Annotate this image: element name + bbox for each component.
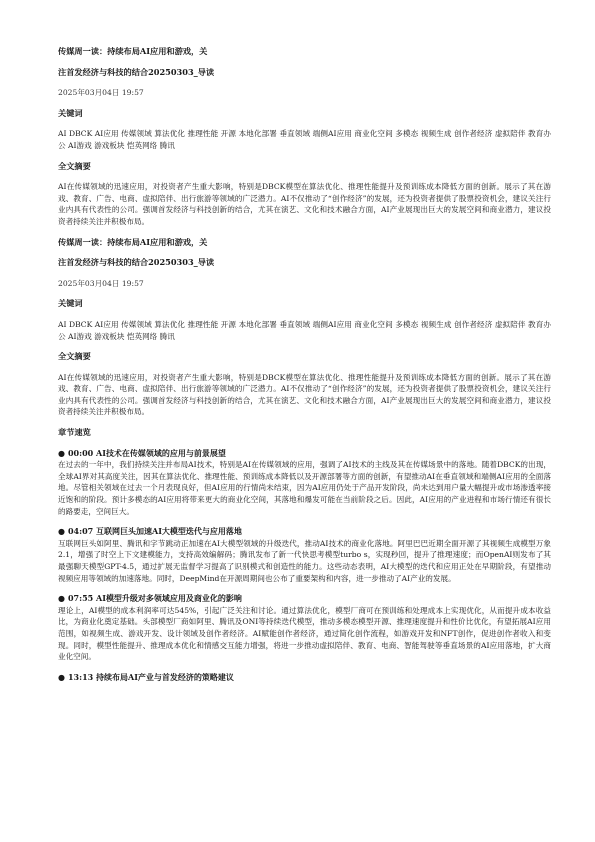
keywords-text: AI DBCK AI应用 传媒领域 算法优化 推理性能 开源 本地化部署 垂直领域 端侧AI应用 商业化空间 多模态 视频生成 创作者经济 虚拟陪伴 教育办公 AI游戏 游戏板块 恺英网络 腾讯 [58, 129, 551, 150]
keywords-text: AI DBCK AI应用 传媒领域 算法优化 推理性能 开源 本地化部署 垂直领域 端侧AI应用 商业化空间 多模态 视频生成 创作者经济 虚拟陪伴 教育办公 AI游戏 游戏板块 恺英网络 腾讯 [58, 319, 551, 341]
summary-text: AI在传媒领域的迅速应用，对投资者产生重大影响，特别是DBCK模型在算法优化、推理性能提升及预训练成本降低方面的创新。展示了其在游戏、教育、广告、电商、虚拟陪伴、出行旅游等领域的广泛潜力。AI不仅推动了“创作经济”的发展，还为投资者提供了股票投资机会，建议关注行业内具有代表性的公司。强调首发经济与科技创新的结合，尤其在演艺、文化和技术融合方面，AI产业展现出巨大的发展空间和商业潜力，建议投资者持续关注并积极布局。 [58, 372, 551, 417]
chapter-item [58, 672, 551, 684]
summary-block-2 [58, 237, 551, 419]
doc-title-line-2: 注首发经济与科技的结合20250303_导读 [58, 257, 215, 268]
keywords-heading: 关键词 [58, 298, 83, 309]
chapter-title[interactable]: ● 07:55 AI模型升级对多领域应用及商业化的影响 [58, 593, 242, 604]
bullet-icon: ● [58, 447, 65, 458]
summary-heading: 全文摘要 [58, 351, 91, 362]
chapter-item [58, 593, 551, 663]
doc-title-line-1: 传媒周一读：持续布局AI应用和游戏，关 [58, 236, 208, 247]
chapter-title[interactable]: ● 04:07 互联网巨头加速AI大模型迭代与应用落地 [58, 526, 242, 537]
chapter-title[interactable]: ● 00:00 AI技术在传媒领域的应用与前景展望 [58, 447, 226, 458]
chapter-item [58, 448, 551, 518]
chapters-heading: 章节速览 [58, 427, 91, 438]
chapter-title[interactable]: ● 13:13 持续布局AI产业与首发经济的策略建议 [58, 671, 234, 682]
summary-text: AI在传媒领域的迅速应用，对投资者产生重大影响，特别是DBCK模型在算法优化、推理性能提升及预训练成本降低方面的创新。展示了其在游戏、教育、广告、电商、虚拟陪伴、出行旅游等领域的广泛潜力。AI不仅推动了“创作经济”的发展，还为投资者提供了股票投资机会，建议关注行业内具有代表性的公司。强调首发经济与科技创新的结合，尤其在演艺、文化和技术融合方面，AI产业展现出巨大的发展空间和商业潜力，建议投资者持续关注并积极布局。 [58, 182, 551, 226]
chapter-body: 互联网巨头如阿里、腾讯和字节跳动正加速在AI大模型领域的升级迭代，推动AI技术的商业化落地。阿里巴巴近期全面开源了其视频生成模型万象2.1，增强了时空上下文建模能力，支持高效编解码；腾讯发布了新一代快思考模型turbo s，实现秒回，提升了推理速度；而OpenAI则发布了其最强聊天模型GPT-4.5，通过扩展无监督学习提高了识别模式和创造性的能力。这些动态表明，AI大模型的迭代和应用正处在早期阶段，有望推动视频应用等领域的加速落地。同时，DeepMind在开源周期间也公布了重要架构和内容，进一步推动了AI产业的发展。 [58, 538, 551, 583]
doc-title-line-2: 注首发经济与科技的结合20250303_导读 [58, 66, 215, 77]
doc-date: 2025年03月04日 19:57 [58, 88, 144, 98]
chapter-item [58, 526, 551, 584]
bullet-icon: ● [58, 671, 65, 682]
bullet-icon: ● [58, 593, 65, 604]
summary-heading: 全文摘要 [58, 160, 91, 171]
bullet-icon: ● [58, 526, 65, 537]
doc-date: 2025年03月04日 19:57 [58, 278, 144, 288]
keywords-heading: 关键词 [58, 107, 83, 118]
summary-block-1 [58, 46, 551, 228]
chapter-body: 在过去的一年中，我们持续关注并布局AI技术，特别是AI在传媒领域的应用，强调了AI技术的主线及其在传媒场景中的落地。随着DBCK的出现，全球AI界对其高度关注，因其在算法优化、推理性能、预训练成本降低以及开源部署等方面的创新，有望推动AI在垂直领域和端侧AI应用的全面落地。尽管相关领域在过去一个月表现良好，但AI应用的行情尚未结束，因为AI应用仍处于产品开发阶段，尚未达到用户量大幅提升或市场渗透率接近饱和的阶段。预计多模态的AI应用将带来更大的商业化空间，其落地和爆发可能在当前阶段之后。因此，AI应用的产业进程和市场行情还有很长的路要走，空间巨大。 [58, 460, 551, 516]
chapter-body: 理论上，AI模型的成本利润率可达545%，引起广泛关注和讨论。通过算法优化，模型厂商可在预训练和处理成本上实现优化，从而提升成本收益比，为商业化奠定基础。头部模型厂商如阿里、腾讯及ONI等持续迭代模型，推动多模态模型开源、推理速度提升和性价比优化，有望拓展AI应用范围，如视频生成、游戏开发、设计领域及创作者经济。AI赋能创作者经济，通过简化创作流程，如游戏开发和NFT创作，促进创作者收入和变现。同时，模型性能提升、推理成本优化和情感交互能力增强，将进一步推动虚拟陪伴、教育、电商、智能驾驶等垂直场景的AI应用落地，扩大商业化空间。 [58, 605, 551, 662]
doc-title-line-1: 传媒周一读：持续布局AI应用和游戏，关 [58, 46, 208, 56]
